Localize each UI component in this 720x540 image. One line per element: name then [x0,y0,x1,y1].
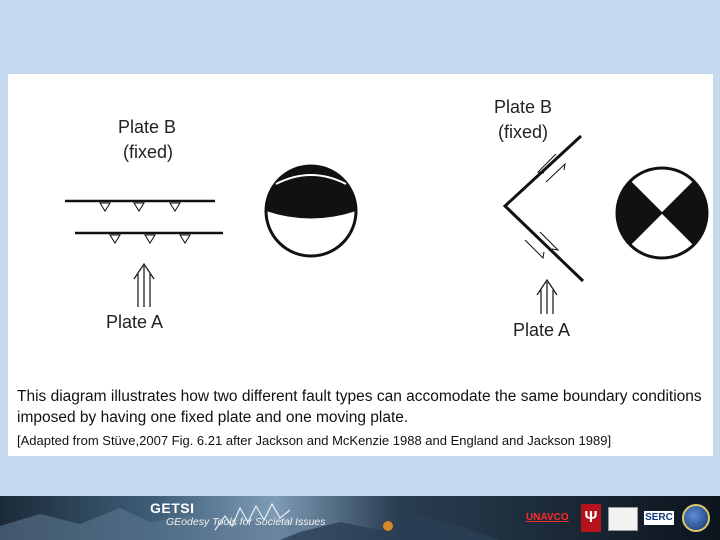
right-plate-b-label: Plate B [494,97,553,117]
push-arrow-icon [537,280,557,314]
thrust-tooth [180,235,190,243]
footer-banner [0,496,720,540]
thrust-tooth [170,203,180,211]
thrust-tooth [134,203,144,211]
right-plate-a-label: Plate A [513,320,571,340]
thrust-tooth [100,203,110,211]
left-plate-b-label: Plate B [118,117,177,137]
push-arrow-icon [134,264,154,307]
thrust-beachball-icon [266,166,356,256]
getsi-logo: GETSI [150,500,195,516]
fault-diagram [8,74,713,384]
right-fixed-label: (fixed) [498,122,549,142]
strike-slip-fault-diagram [505,136,707,314]
strike-slip-beachball-icon [617,168,708,258]
partner-logo[interactable] [608,507,638,531]
nsf-logo[interactable] [682,504,710,532]
slide-panel [8,74,713,456]
left-fixed-label: (fixed) [123,142,174,162]
conjugate-fault-lines [505,136,583,281]
thrust-fault-diagram [65,166,356,307]
thrust-tooth [110,235,120,243]
unavco-logo[interactable]: UNAVCO [526,512,569,523]
serc-logo[interactable]: SERC [645,512,673,523]
partner-logos [520,500,720,536]
iu-logo[interactable]: Ψ [581,504,601,532]
thrust-tooth [145,235,155,243]
getsi-tagline: GEodesy Tools for Societal Issues [166,516,326,528]
diagram-caption: This diagram illustrates how two different fault types can accomodate the same boundary conditions imposed by having one fixed plate and one moving plate. [17,388,702,426]
citation: [Adapted from Stüve,2007 Fig. 6.21 after Jackson and McKenzie 1988 and England and Jackson 1989] [17,433,612,448]
left-plate-a-label: Plate A [106,312,164,332]
